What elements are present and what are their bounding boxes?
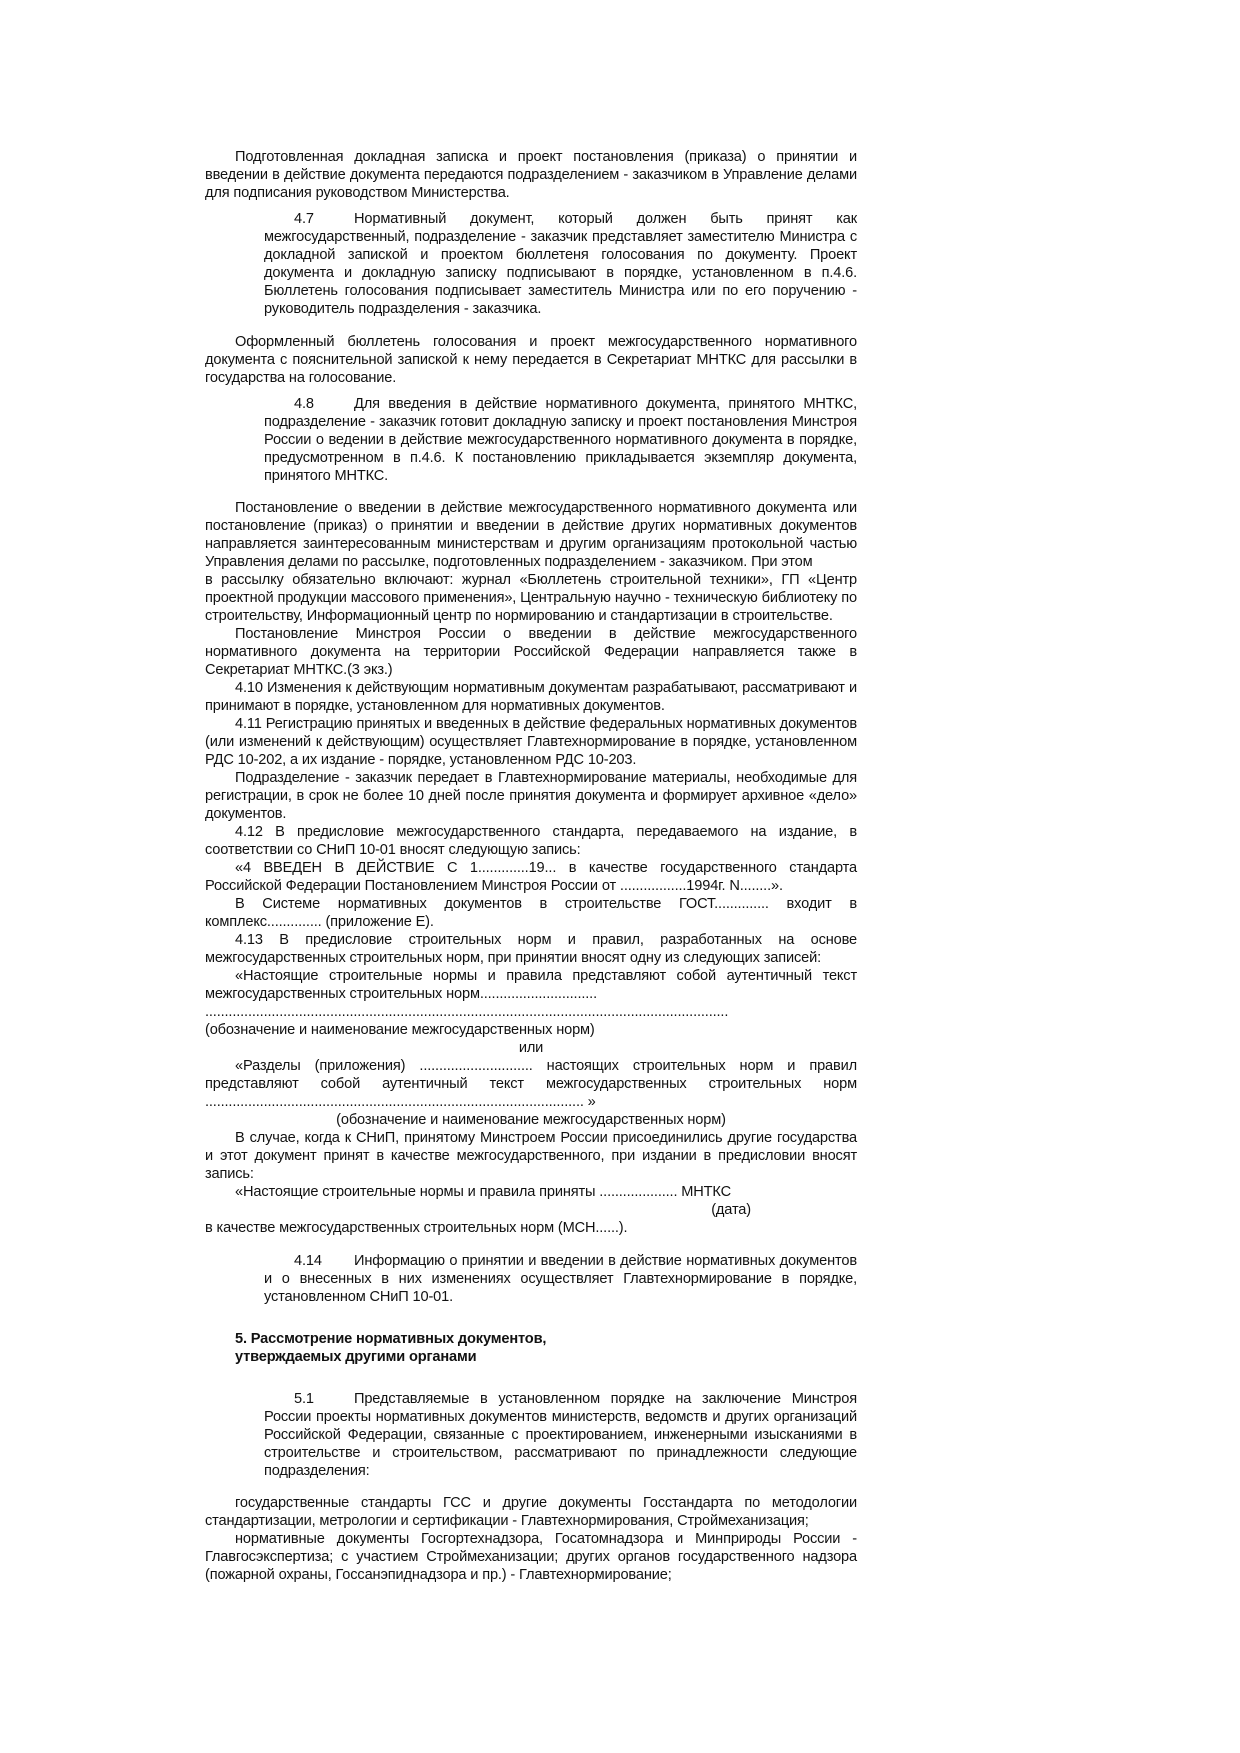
paragraph: нормативные документы Госгортехнадзора, Госатомнадзора и Минприроды России - Главгосэкспертиза; с участием Строймеханизации; других органов государственного надзора (пожарной охраны, Госсанэпиднадзора и пр.) - Главтехнормирование; — [205, 1531, 857, 1584]
item-number: 4.8 — [294, 395, 314, 412]
item-number: 4.7 — [294, 211, 314, 227]
item-text: Нормативный документ, который должен быть принят как межгосударственный, подразделение - заказчик представляет заместителю Министра с докладной запиской и проектом бюллетеня голосования по документу. Проект документа и докладную записку подписывают в порядке, установленном в п.4.6. Бюллетень голосования подписывает заместитель Министра или по его поручению - руководитель подразделения - заказчика. — [264, 211, 857, 317]
heading-line: 5. Рассмотрение нормативных документов, — [235, 1330, 547, 1347]
paragraph: 4.11 Регистрацию принятых и введенных в действие федеральных нормативных документов (или изменений к действующим) осуществляет Главтехнормирование в порядке, установленном РДС 10-202, а их издание - порядке, установленном РДС 10-203. — [205, 716, 857, 769]
paragraph: «Настоящие строительные нормы и правила представляют собой аутентичный текст межгосударственных строительных норм.............................. — [205, 968, 857, 1003]
paragraph: Постановление Минстроя России о введении в действие межгосударственного нормативного документа на территории Российской Федерации направляется также в Секретариат МНТКС.(3 экз.) — [205, 626, 857, 679]
paragraph: В случае, когда к СНиП, принятому Минстроем России присоединились другие государства и этот документ принят в качестве межгосударственного, при издании в предисловии вносят запись: — [205, 1130, 857, 1183]
document-page — [205, 148, 857, 1584]
paragraph: государственные стандарты ГСС и другие документы Госстандарта по методологии стандартизации, метрологии и сертификации - Главтехнормирования, Строймеханизация; — [205, 1495, 857, 1530]
caption: (обозначение и наименование межгосударственных норм) — [205, 1022, 595, 1039]
or-separator: или — [518, 1040, 544, 1057]
numbered-item-4-8 — [205, 395, 857, 485]
paragraph: в качестве межгосударственных строительных норм (МСН......). — [205, 1220, 628, 1237]
item-text: Для введения в действие нормативного документа, принятого МНТКС, подразделение - заказчик готовит докладную записку и проект постановления Минстроя России о ведении в действие межгосударственного нормативного документа в порядке, предусмотренном в п.4.6. К постановлению прикладывается экземпляр документа, принятого МНТКС. — [264, 395, 857, 484]
paragraph: Подразделение - заказчик передает в Главтехнормирование материалы, необходимые для регистрации, в срок не более 10 дней после принятия документа и формирует архивное «дело» документов. — [205, 770, 857, 823]
caption: (обозначение и наименование межгосударственных норм) — [336, 1112, 726, 1129]
heading-line: утверждаемых другими органами — [235, 1348, 477, 1365]
paragraph: «4 ВВЕДЕН В ДЕЙСТВИЕ С 1.............19... в качестве государственного стандарта Российской Федерации Постановлением Минстроя России от .................1994г. N........». — [205, 860, 857, 895]
dotted-line: ...................................................................................................................................... — [205, 1004, 729, 1021]
paragraph: 4.12 В предисловие межгосударственного стандарта, передаваемого на издание, в соответствии со СНиП 10-01 вносят следующую запись: — [205, 824, 857, 859]
item-number: 5.1 — [294, 1390, 314, 1407]
paragraph: «Настоящие строительные нормы и правила приняты .................... МНТКС — [235, 1184, 731, 1201]
section-heading — [235, 1330, 857, 1366]
paragraph: Оформленный бюллетень голосования и проект межгосударственного нормативного документа с пояснительной запиской к нему передается в Секретариат МНТКС для рассылки в государства на голосование. — [205, 333, 857, 386]
item-text: Представляемые в установленном порядке на заключение Минстроя России проекты нормативных документов министерств, ведомств и других организаций Российской Федерации, связанные с проектированием, инженерными изысканиями в строительстве и строительством, рассматривают по принадлежности следующие подразделения: — [264, 1390, 857, 1479]
item-number: 4.14 — [294, 1252, 322, 1269]
date-caption: (дата) — [711, 1202, 751, 1219]
paragraph: в рассылку обязательно включают: журнал «Бюллетень строительной техники», ГП «Центр проектной продукции массового применения», Центральную научно - техническую библиотеку по строительству, Информационный центр по нормированию и стандартизации в строительстве. — [205, 572, 857, 625]
paragraph: Постановление о введении в действие межгосударственного нормативного документа или постановление (приказ) о принятии и введении в действие других нормативных документов направляется заинтересованным министерствам и другим организациям протокольной частью Управления делами по рассылке, подготовленных подразделением - заказчиком. При этом — [205, 500, 857, 571]
paragraph: 4.13 В предисловие строительных норм и правил, разработанных на основе межгосударственных строительных норм, при принятии вносят одну из следующих записей: — [205, 932, 857, 967]
paragraph: 4.10 Изменения к действующим нормативным документам разрабатывают, рассматривают и принимают в порядке, установленном для нормативных документов. — [205, 680, 857, 715]
paragraph: В Системе нормативных документов в строительстве ГОСТ.............. входит в комплекс.............. (приложение Е). — [205, 896, 857, 931]
numbered-item-5-1 — [205, 1390, 857, 1480]
numbered-item-4-14 — [205, 1252, 857, 1306]
paragraph: Подготовленная докладная записка и проект постановления (приказа) о принятии и введении в действие документа передаются подразделением - заказчиком в Управление делами для подписания руководством Министерства. — [205, 149, 857, 201]
item-text: Информацию о принятии и введении в действие нормативных документов и о внесенных в них изменениях осуществляет Главтехнормирование в порядке, установленном СНиП 10-01. — [264, 1252, 857, 1305]
paragraph: «Разделы (приложения) ............................. настоящих строительных норм и правил представляют собой аутентичный текст межгосударственных строительных норм ................................................................................................. » — [205, 1058, 857, 1111]
numbered-item-4-7 — [205, 210, 857, 318]
